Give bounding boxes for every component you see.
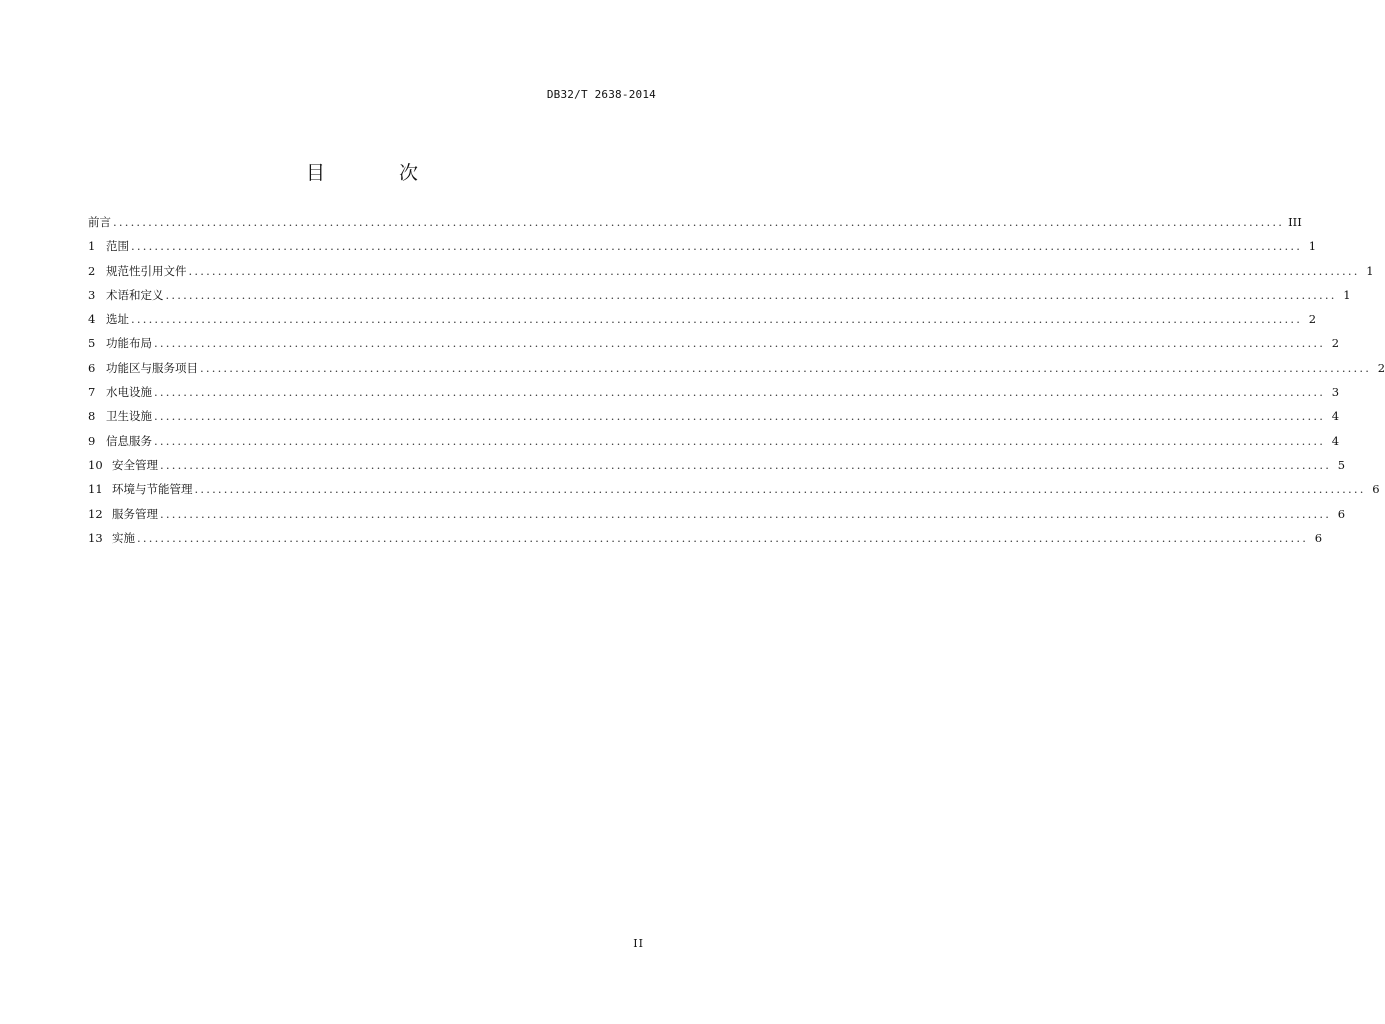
toc-entry-text: 安全管理: [112, 457, 158, 472]
toc-entry-page: 6: [1372, 482, 1380, 497]
toc-entry-number: 10: [88, 457, 103, 472]
toc-entry[interactable]: [88, 506, 1346, 530]
dot-leader: ........................................................................................................................................................................................................: [154, 385, 1326, 400]
toc-entry[interactable]: [88, 384, 1340, 408]
toc-entry-number: 12: [88, 506, 103, 521]
toc-entry-text: 选址: [106, 312, 129, 327]
toc-entry-number: 1: [88, 239, 96, 254]
toc-entry-page: 1: [1343, 287, 1351, 302]
toc-entry-text: 水电设施: [106, 385, 152, 400]
toc-entry-label: [88, 335, 152, 351]
toc-entry-number: 9: [88, 433, 96, 448]
toc-entry-label: [88, 457, 158, 473]
page-number: II: [633, 937, 644, 950]
toc-entry-number: 8: [88, 409, 96, 424]
toc-entry-label: [88, 238, 129, 254]
toc-entry-number: 4: [88, 312, 96, 327]
toc-entry[interactable]: [88, 263, 1374, 287]
toc-entry-label: [88, 408, 152, 424]
toc-entry[interactable]: [88, 214, 1302, 238]
dot-leader: ........................................................................................................................................................................................................: [160, 506, 1332, 521]
toc-entry-number: 5: [88, 336, 96, 351]
toc-entry[interactable]: [88, 408, 1340, 432]
toc-entry-label: [88, 506, 158, 522]
toc-entry-text: 信息服务: [106, 433, 152, 448]
page-title: 目 次: [305, 162, 453, 184]
toc-entry[interactable]: [88, 481, 1380, 505]
toc-entry-label: [88, 214, 111, 230]
toc-entry-page: 1: [1366, 263, 1374, 278]
toc-entry-number: 11: [88, 482, 103, 497]
dot-leader: ........................................................................................................................................................................................................: [194, 482, 1366, 497]
toc-entry-text: 服务管理: [112, 506, 158, 521]
toc-entry-number: 7: [88, 385, 96, 400]
dot-leader: ........................................................................................................................................................................................................: [131, 312, 1303, 327]
toc-entry-text: 功能区与服务项目: [106, 360, 198, 375]
toc-entry-text: 范围: [106, 239, 129, 254]
toc-entry-text: 功能布局: [106, 336, 152, 351]
toc-entry[interactable]: [88, 311, 1317, 335]
standard-code: DB32/T 2638-2014: [546, 88, 656, 101]
dot-leader: ........................................................................................................................................................................................................: [131, 239, 1303, 254]
toc-entry-label: [88, 433, 152, 449]
dot-leader: ........................................................................................................................................................................................................: [200, 360, 1372, 375]
toc-entry-text: 环境与节能管理: [112, 482, 193, 497]
toc-entry[interactable]: [88, 287, 1351, 311]
table-of-contents: [88, 214, 1385, 554]
toc-entry-page: 4: [1331, 409, 1340, 424]
toc-entry-text: 卫生设施: [106, 409, 152, 424]
toc-entry-page: 6: [1337, 506, 1346, 521]
toc-entry-label: [88, 530, 135, 546]
dot-leader: ........................................................................................................................................................................................................: [154, 433, 1326, 448]
toc-entry-page: 2: [1308, 312, 1317, 327]
toc-entry-text: 术语和定义: [106, 287, 164, 302]
toc-entry[interactable]: [88, 457, 1346, 481]
toc-entry-number: 6: [88, 360, 96, 375]
toc-entry-number: 2: [88, 263, 96, 278]
dot-leader: ........................................................................................................................................................................................................: [137, 530, 1309, 545]
toc-entry-number: 3: [88, 287, 96, 302]
dot-leader: ........................................................................................................................................................................................................: [188, 263, 1360, 278]
toc-entry-label: [88, 263, 187, 279]
toc-entry-label: [88, 481, 193, 497]
toc-entry[interactable]: [88, 335, 1340, 359]
toc-entry-page: 4: [1331, 433, 1340, 448]
dot-leader: ........................................................................................................................................................................................................: [165, 287, 1337, 302]
toc-entry-page: 3: [1331, 385, 1340, 400]
dot-leader: ........................................................................................................................................................................................................: [113, 215, 1285, 229]
toc-entry[interactable]: [88, 530, 1323, 554]
toc-entry-page: 6: [1314, 530, 1323, 545]
toc-entry-text: 规范性引用文件: [106, 263, 187, 278]
toc-entry[interactable]: [88, 360, 1385, 384]
toc-entry-page: 5: [1337, 457, 1346, 472]
toc-entry-label: [88, 287, 164, 303]
toc-entry[interactable]: [88, 238, 1317, 262]
dot-leader: ........................................................................................................................................................................................................: [154, 336, 1326, 351]
dot-leader: ........................................................................................................................................................................................................: [154, 409, 1326, 424]
toc-entry-text: 实施: [112, 530, 135, 545]
toc-entry-label: [88, 311, 129, 327]
toc-entry-label: [88, 360, 198, 376]
toc-entry-page: 1: [1308, 239, 1317, 254]
toc-entry-text: 前言: [88, 215, 111, 229]
toc-entry[interactable]: [88, 433, 1340, 457]
toc-entry-page: 2: [1377, 360, 1385, 375]
toc-entry-label: [88, 384, 152, 400]
toc-entry-number: 13: [88, 530, 103, 545]
dot-leader: ........................................................................................................................................................................................................: [160, 457, 1332, 472]
toc-entry-page: III: [1288, 215, 1302, 229]
toc-entry-page: 2: [1331, 336, 1340, 351]
